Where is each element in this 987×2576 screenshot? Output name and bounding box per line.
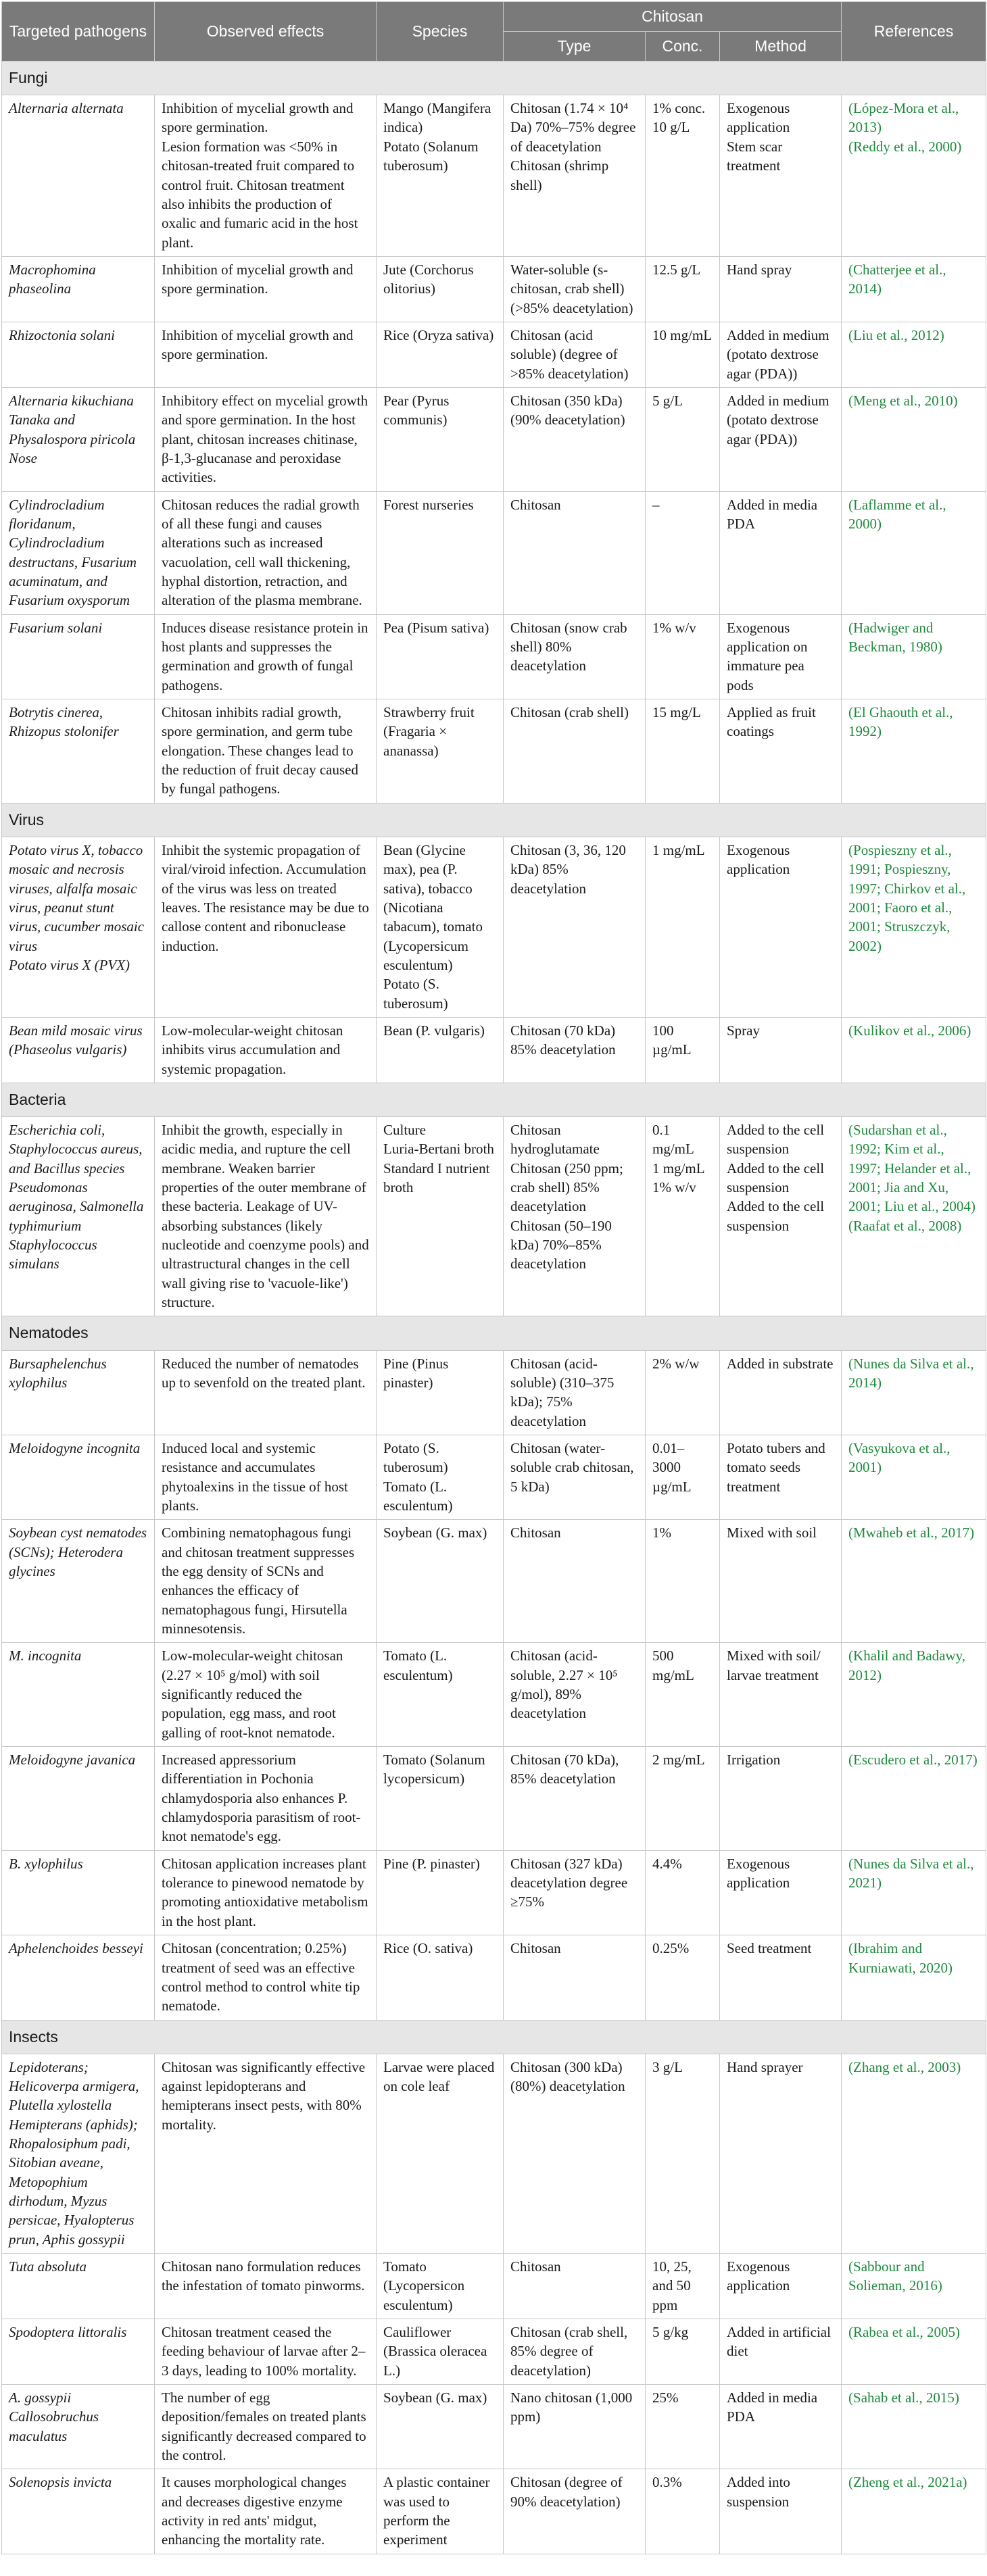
section-row-insects: [2, 2020, 986, 2054]
method-cell: Exogenous application on immature pea pods: [720, 614, 842, 699]
pathogen-cell: Lepidoterans; Helicoverpa armigera, Plutella xylostella Hemipterans (aphids); Rhopalosiphum padi, Sitobian aveane, Metopophium dirhodum, Myzus persicae, Hyalopterus prun, Aphis gossypii: [2, 2054, 155, 2253]
observed-effects-cell: Chitosan reduces the radial growth of all these fungi and causes alterations such as increased vacuolation, cell wall thickening, hyphal distortion, retraction, and alteration of the plasma membrane.: [155, 491, 377, 614]
pathogen-cell: B. xylophilus: [2, 1850, 155, 1935]
chitosan-type-cell: Water-soluble (s-chitosan, crab shell) (>85% deacetylation): [504, 256, 646, 322]
chitosan-type-cell: Chitosan: [504, 2254, 646, 2319]
method-cell: Added to the cell suspension Added to the cell suspension Added to the cell suspension: [720, 1117, 842, 1316]
chitosan-type-cell: Nano chitosan (1,000 ppm): [504, 2385, 646, 2469]
observed-effects-cell: Chitosan inhibits radial growth, spore germination, and germ tube elongation. These changes lead to the reduction of fruit decay caused by fungal pathogens.: [155, 699, 377, 803]
table-row: [2, 322, 986, 387]
chitosan-type-cell: Chitosan (acid-soluble, 2.27 × 10⁵ g/mol), 89% deacetylation: [504, 1643, 646, 1747]
table-row: [2, 256, 986, 322]
chitosan-type-cell: Chitosan (70 kDa) 85% deacetylation: [504, 1017, 646, 1083]
observed-effects-cell: Induced local and systemic resistance and accumulates phytoalexins in the tissue of host plants.: [155, 1435, 377, 1519]
observed-effects-cell: Chitosan (concentration; 0.25%) treatment of seed was an effective control method to control white tip nematode.: [155, 1935, 377, 2020]
method-cell: Exogenous application: [720, 837, 842, 1017]
table-row: [2, 614, 986, 699]
table-row: [2, 491, 986, 614]
table-row: [2, 1520, 986, 1643]
pathogen-cell: Escherichia coli, Staphylococcus aureus, and Bacillus species Pseudomonas aeruginosa, Salmonella typhimurium Staphylococcus simulans: [2, 1117, 155, 1316]
observed-effects-cell: Combining nematophagous fungi and chitosan treatment suppresses the egg density of SCNs and enhances the efficacy of nematophagous fungi, Hirsutella minnesotensis.: [155, 1520, 377, 1643]
method-cell: Applied as fruit coatings: [720, 699, 842, 803]
method-cell: Hand spray: [720, 256, 842, 322]
references-cell: (Khalil and Badawy, 2012): [842, 1643, 986, 1747]
species-cell: A plastic container was used to perform the experiment: [377, 2469, 504, 2554]
chitosan-type-cell: Chitosan: [504, 491, 646, 614]
method-cell: Exogenous application: [720, 2254, 842, 2319]
species-cell: Cauliflower (Brassica oleracea L.): [377, 2319, 504, 2385]
section-title: Bacteria: [2, 1083, 986, 1117]
table-row: [2, 387, 986, 491]
header-observed-effects: Observed effects: [155, 2, 377, 61]
method-cell: Added in media PDA: [720, 2385, 842, 2469]
table-row: [2, 1850, 986, 1935]
table-row: [2, 2469, 986, 2554]
method-cell: Irrigation: [720, 1747, 842, 1851]
observed-effects-cell: Inhibition of mycelial growth and spore germination.: [155, 322, 377, 387]
concentration-cell: 100 µg/mL: [646, 1017, 720, 1083]
pathogen-cell: A. gossypii Callosobruchus maculatus: [2, 2385, 155, 2469]
chitosan-type-cell: Chitosan (acid-soluble) (310–375 kDa); 75% deacetylation: [504, 1350, 646, 1435]
table-row: [2, 2254, 986, 2319]
concentration-cell: 0.1 mg/mL 1 mg/mL 1% w/v: [646, 1117, 720, 1316]
concentration-cell: 12.5 g/L: [646, 256, 720, 322]
species-cell: Tomato (Solanum lycopersicum): [377, 1747, 504, 1851]
table-row: [2, 95, 986, 257]
concentration-cell: 1% w/v: [646, 614, 720, 699]
chitosan-type-cell: Chitosan (350 kDa) (90% deacetylation): [504, 387, 646, 491]
section-row-nematodes: [2, 1316, 986, 1350]
concentration-cell: 1% conc. 10 g/L: [646, 95, 720, 257]
observed-effects-cell: Induces disease resistance protein in host plants and suppresses the germination and growth of fungal pathogens.: [155, 614, 377, 699]
species-cell: Pine (Pinus pinaster): [377, 1350, 504, 1435]
chitosan-type-cell: Chitosan (crab shell): [504, 699, 646, 803]
table-row: [2, 2319, 986, 2385]
concentration-cell: 2% w/w: [646, 1350, 720, 1435]
pathogen-cell: Bursaphelenchus xylophilus: [2, 1350, 155, 1435]
observed-effects-cell: Inhibit the systemic propagation of viral/viroid infection. Accumulation of the virus was less on treated leaves. The resistance may be due to callose content and ribonuclease induction.: [155, 837, 377, 1017]
observed-effects-cell: Chitosan treatment ceased the feeding behaviour of larvae after 2–3 days, leading to 100% mortality.: [155, 2319, 377, 2385]
table-header: [2, 2, 986, 61]
header-targeted-pathogens: Targeted pathogens: [2, 2, 155, 61]
concentration-cell: –: [646, 491, 720, 614]
section-row-fungi: [2, 61, 986, 95]
species-cell: Mango (Mangifera indica) Potato (Solanum tuberosum): [377, 95, 504, 257]
pathogen-cell: Bean mild mosaic virus (Phaseolus vulgaris): [2, 1017, 155, 1083]
section-title: Virus: [2, 803, 986, 837]
section-title: Nematodes: [2, 1316, 986, 1350]
method-cell: Added in substrate: [720, 1350, 842, 1435]
species-cell: Jute (Corchorus olitorius): [377, 256, 504, 322]
table-row: [2, 2054, 986, 2253]
references-cell: (Pospieszny et al., 1991; Pospieszny, 1997; Chirkov et al., 2001; Faoro et al., 2001; Struszczyk, 2002): [842, 837, 986, 1017]
method-cell: Exogenous application Stem scar treatment: [720, 95, 842, 257]
references-cell: (El Ghaouth et al., 1992): [842, 699, 986, 803]
method-cell: Potato tubers and tomato seeds treatment: [720, 1435, 842, 1519]
references-cell: (Sabbour and Solieman, 2016): [842, 2254, 986, 2319]
table-row: [2, 1350, 986, 1435]
chitosan-type-cell: Chitosan (snow crab shell) 80% deacetylation: [504, 614, 646, 699]
observed-effects-cell: Chitosan application increases plant tolerance to pinewood nematode by promoting antioxidative metabolism in the host plant.: [155, 1850, 377, 1935]
references-cell: (Sudarshan et al., 1992; Kim et al., 1997; Helander et al., 2001; Jia and Xu, 2001; Liu et al., 2004) (Raafat et al., 2008): [842, 1117, 986, 1316]
method-cell: Added in media PDA: [720, 491, 842, 614]
references-cell: (Liu et al., 2012): [842, 322, 986, 387]
species-cell: Strawberry fruit (Fragaria × ananassa): [377, 699, 504, 803]
observed-effects-cell: Inhibitory effect on mycelial growth and spore germination. In the host plant, chitosan increases chitinase, β-1,3-glucanase and peroxidase activities.: [155, 387, 377, 491]
observed-effects-cell: Low-molecular-weight chitosan inhibits virus accumulation and systemic propagation.: [155, 1017, 377, 1083]
pathogen-cell: Aphelenchoides besseyi: [2, 1935, 155, 2020]
references-cell: (López-Mora et al., 2013) (Reddy et al., 2000): [842, 95, 986, 257]
concentration-cell: 10, 25, and 50 ppm: [646, 2254, 720, 2319]
method-cell: Seed treatment: [720, 1935, 842, 2020]
species-cell: Pear (Pyrus communis): [377, 387, 504, 491]
species-cell: Pea (Pisum sativa): [377, 614, 504, 699]
references-cell: (Zheng et al., 2021a): [842, 2469, 986, 2554]
chitosan-type-cell: Chitosan (3, 36, 120 kDa) 85% deacetylation: [504, 837, 646, 1017]
table-row: [2, 1117, 986, 1316]
references-cell: (Sahab et al., 2015): [842, 2385, 986, 2469]
table-row: [2, 1935, 986, 2020]
header-chitosan: Chitosan: [504, 2, 842, 32]
references-cell: (Kulikov et al., 2006): [842, 1017, 986, 1083]
section-row-bacteria: [2, 1083, 986, 1117]
concentration-cell: 4.4%: [646, 1850, 720, 1935]
chitosan-type-cell: Chitosan (1.74 × 10⁴ Da) 70%–75% degree of deacetylation Chitosan (shrimp shell): [504, 95, 646, 257]
references-cell: (Hadwiger and Beckman, 1980): [842, 614, 986, 699]
references-cell: (Nunes da Silva et al., 2014): [842, 1350, 986, 1435]
pathogen-cell: Tuta absoluta: [2, 2254, 155, 2319]
section-row-virus: [2, 803, 986, 837]
references-cell: (Mwaheb et al., 2017): [842, 1520, 986, 1643]
species-cell: Larvae were placed on cole leaf: [377, 2054, 504, 2253]
pathogen-cell: Macrophomina phaseolina: [2, 256, 155, 322]
method-cell: Spray: [720, 1017, 842, 1083]
species-cell: Soybean (G. max): [377, 2385, 504, 2469]
species-cell: Bean (P. vulgaris): [377, 1017, 504, 1083]
species-cell: Soybean (G. max): [377, 1520, 504, 1643]
concentration-cell: 10 mg/mL: [646, 322, 720, 387]
pathogen-cell: Meloidogyne javanica: [2, 1747, 155, 1851]
species-cell: Bean (Glycine max), pea (P. sativa), tobacco (Nicotiana tabacum), tomato (Lycopersicum esculentum) Potato (S. tuberosum): [377, 837, 504, 1017]
concentration-cell: 15 mg/L: [646, 699, 720, 803]
references-cell: (Laflamme et al., 2000): [842, 491, 986, 614]
species-cell: Potato (S. tuberosum) Tomato (L. esculentum): [377, 1435, 504, 1519]
species-cell: Culture Luria-Bertani broth Standard I nutrient broth: [377, 1117, 504, 1316]
concentration-cell: 0.01–3000 µg/mL: [646, 1435, 720, 1519]
references-cell: (Chatterjee et al., 2014): [842, 256, 986, 322]
observed-effects-cell: Inhibition of mycelial growth and spore germination.: [155, 256, 377, 322]
method-cell: Added in artificial diet: [720, 2319, 842, 2385]
header-type: Type: [504, 32, 646, 61]
table-body: [2, 61, 986, 2554]
pathogen-cell: Botrytis cinerea, Rhizopus stolonifer: [2, 699, 155, 803]
chitosan-type-cell: Chitosan (70 kDa), 85% deacetylation: [504, 1747, 646, 1851]
concentration-cell: 1%: [646, 1520, 720, 1643]
table-row: [2, 699, 986, 803]
pathogen-cell: M. incognita: [2, 1643, 155, 1747]
method-cell: Mixed with soil: [720, 1520, 842, 1643]
species-cell: Rice (O. sativa): [377, 1935, 504, 2020]
species-cell: Forest nurseries: [377, 491, 504, 614]
chitosan-type-cell: Chitosan (327 kDa) deacetylation degree ≥75%: [504, 1850, 646, 1935]
chitosan-type-cell: Chitosan (degree of 90% deacetylation): [504, 2469, 646, 2554]
chitosan-type-cell: Chitosan: [504, 1520, 646, 1643]
species-cell: Tomato (Lycopersicon esculentum): [377, 2254, 504, 2319]
method-cell: Added in medium (potato dextrose agar (PDA)): [720, 387, 842, 491]
references-cell: (Zhang et al., 2003): [842, 2054, 986, 2253]
section-title: Insects: [2, 2020, 986, 2054]
references-cell: (Meng et al., 2010): [842, 387, 986, 491]
pathogen-cell: Cylindrocladium floridanum, Cylindrocladium destructans, Fusarium acuminatum, and Fusarium oxysporum: [2, 491, 155, 614]
observed-effects-cell: Reduced the number of nematodes up to sevenfold on the treated plant.: [155, 1350, 377, 1435]
chitosan-type-cell: Chitosan: [504, 1935, 646, 2020]
concentration-cell: 0.25%: [646, 1935, 720, 2020]
observed-effects-cell: It causes morphological changes and decreases digestive enzyme activity in red ants' midgut, enhancing the mortality rate.: [155, 2469, 377, 2554]
header-method: Method: [720, 32, 842, 61]
chitosan-table: [1, 1, 986, 2554]
chitosan-type-cell: Chitosan hydroglutamate Chitosan (250 ppm; crab shell) 85% deacetylation Chitosan (50–190 kDa) 70%–85% deacetylation: [504, 1117, 646, 1316]
method-cell: Added in medium (potato dextrose agar (PDA)): [720, 322, 842, 387]
observed-effects-cell: The number of egg deposition/females on treated plants significantly decreased compared to the control.: [155, 2385, 377, 2469]
chitosan-type-cell: Chitosan (300 kDa) (80%) deacetylation: [504, 2054, 646, 2253]
pathogen-cell: Rhizoctonia solani: [2, 322, 155, 387]
observed-effects-cell: Inhibition of mycelial growth and spore germination. Lesion formation was <50% in chitosan-treated fruit compared to control fruit. Chitosan treatment also inhibits the production of oxalic and fumaric acid in the host plant.: [155, 95, 377, 257]
chitosan-type-cell: Chitosan (crab shell, 85% degree of deacetylation): [504, 2319, 646, 2385]
concentration-cell: 0.3%: [646, 2469, 720, 2554]
concentration-cell: 5 g/L: [646, 387, 720, 491]
table-row: [2, 1017, 986, 1083]
observed-effects-cell: Increased appressorium differentiation in Pochonia chlamydosporia also enhances P. chlamydosporia parasitism of root-knot nematode's egg.: [155, 1747, 377, 1851]
references-cell: (Ibrahim and Kurniawati, 2020): [842, 1935, 986, 2020]
concentration-cell: 25%: [646, 2385, 720, 2469]
pathogen-cell: Soybean cyst nematodes (SCNs); Heterodera glycines: [2, 1520, 155, 1643]
method-cell: Mixed with soil/ larvae treatment: [720, 1643, 842, 1747]
pathogen-cell: Alternaria alternata: [2, 95, 155, 257]
header-references: References: [842, 2, 986, 61]
chitosan-type-cell: Chitosan (water-soluble crab chitosan, 5 kDa): [504, 1435, 646, 1519]
concentration-cell: 500 mg/mL: [646, 1643, 720, 1747]
references-cell: (Vasyukova et al., 2001): [842, 1435, 986, 1519]
species-cell: Rice (Oryza sativa): [377, 322, 504, 387]
table-row: [2, 1747, 986, 1851]
concentration-cell: 3 g/L: [646, 2054, 720, 2253]
concentration-cell: 2 mg/mL: [646, 1747, 720, 1851]
pathogen-cell: Spodoptera littoralis: [2, 2319, 155, 2385]
species-cell: Pine (P. pinaster): [377, 1850, 504, 1935]
concentration-cell: 5 g/kg: [646, 2319, 720, 2385]
observed-effects-cell: Chitosan was significantly effective against lepidopterans and hemipterans insect pests, with 80% mortality.: [155, 2054, 377, 2253]
pathogen-cell: Meloidogyne incognita: [2, 1435, 155, 1519]
method-cell: Hand sprayer: [720, 2054, 842, 2253]
pathogen-cell: Solenopsis invicta: [2, 2469, 155, 2554]
method-cell: Added into suspension: [720, 2469, 842, 2554]
method-cell: Exogenous application: [720, 1850, 842, 1935]
observed-effects-cell: Low-molecular-weight chitosan (2.27 × 10⁵ g/mol) with soil significantly reduced the population, egg mass, and root galling of root-knot nematode.: [155, 1643, 377, 1747]
observed-effects-cell: Chitosan nano formulation reduces the infestation of tomato pinworms.: [155, 2254, 377, 2319]
section-title: Fungi: [2, 61, 986, 95]
references-cell: (Escudero et al., 2017): [842, 1747, 986, 1851]
header-conc: Conc.: [646, 32, 720, 61]
header-species: Species: [377, 2, 504, 61]
concentration-cell: 1 mg/mL: [646, 837, 720, 1017]
chitosan-type-cell: Chitosan (acid soluble) (degree of >85% deacetylation): [504, 322, 646, 387]
table-row: [2, 1435, 986, 1519]
table-row: [2, 1643, 986, 1747]
table-row: [2, 2385, 986, 2469]
pathogen-cell: Potato virus X, tobacco mosaic and necrosis viruses, alfalfa mosaic virus, peanut stunt virus, cucumber mosaic virus Potato virus X (PVX): [2, 837, 155, 1017]
pathogen-cell: Fusarium solani: [2, 614, 155, 699]
species-cell: Tomato (L. esculentum): [377, 1643, 504, 1747]
observed-effects-cell: Inhibit the growth, especially in acidic media, and rupture the cell membrane. Weaken barrier properties of the outer membrane of these bacteria. Leakage of UV-absorbing substances (likely nucleotide and coenzyme pools) and ultrastructural changes in the cell wall giving rise to 'vacuole-like') structure.: [155, 1117, 377, 1316]
pathogen-cell: Alternaria kikuchiana Tanaka and Physalospora piricola Nose: [2, 387, 155, 491]
references-cell: (Rabea et al., 2005): [842, 2319, 986, 2385]
table-row: [2, 837, 986, 1017]
references-cell: (Nunes da Silva et al., 2021): [842, 1850, 986, 1935]
